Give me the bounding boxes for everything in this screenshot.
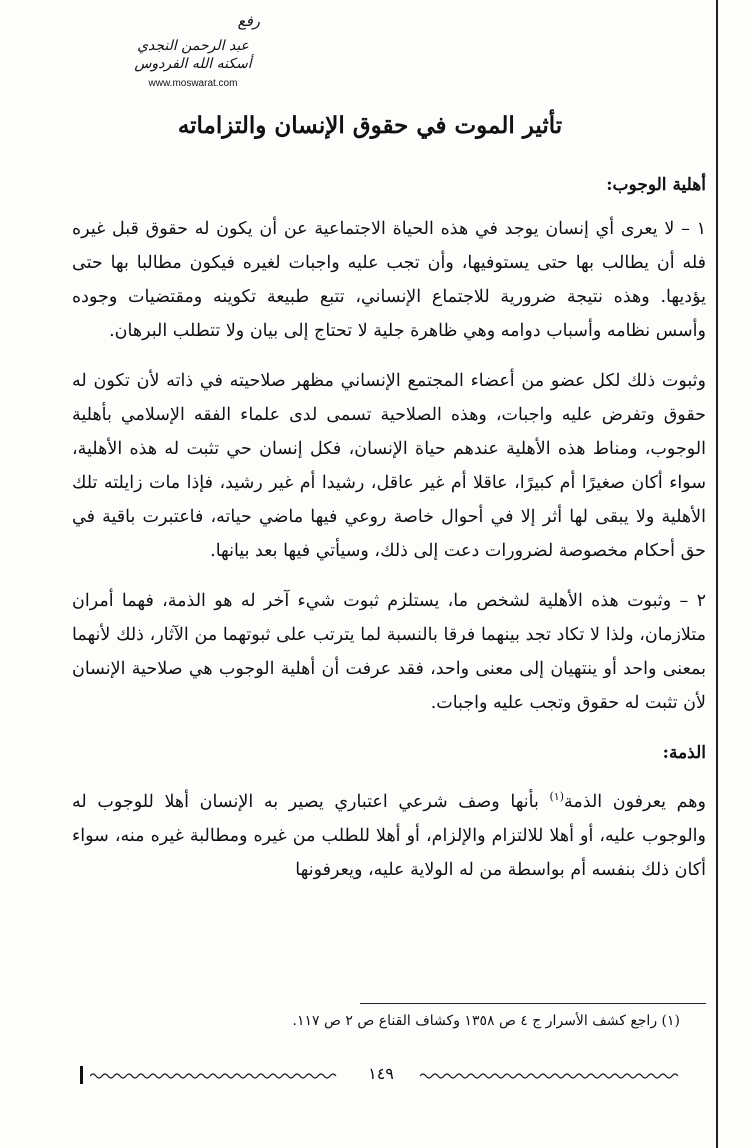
stamp-line-2: عبد الرحمن النجدي (137, 38, 249, 54)
page-number: ١٤٩ (368, 1064, 394, 1083)
page-edge-line (716, 0, 718, 1148)
footnote: (١) راجع كشف الأسرار ج ٤ ص ١٣٥٨ وكشاف القناع ص ٢ ص ١١٧. (292, 1013, 680, 1029)
footer-bar (80, 1066, 83, 1084)
paragraph-4-start: وهم يعرفون الذمة (564, 791, 706, 812)
paragraph-1: ١ – لا يعرى أي إنسان يوجد في هذه الحياة الاجتماعية عن أن يكون له حقوق قبل غيره فله أن يطالب بها حتى يستوفيها، وأن تجب عليه واجبات لغيره فيكون مطالبا بها حتى يؤديها. وهذه نتيجة ضرورية للاجتماع الإنساني، تتبع طبيعة تكوينه ومقتضيات وجوده وأسس نظامه وأسباب دوامه وهي ظاهرة جلية لا تحتاج إلى بيان ولا تتطلب البرهان. (72, 219, 706, 341)
paragraph-3: ٢ – وثبوت هذه الأهلية لشخص ما، يستلزم ثبوت شيء آخر له هو الذمة، فهما أمران متلازمان، ولذا لا تكاد تجد بينهما فرقا بالنسبة لما يترتب على ثبوتهما من الآثار، ذلك لأنهما بمعنى واحد أو ينتهيان إلى معنى واحد، فقد عرفت أن أهلية الوجوب هي صلاحية الإنسان لأن تثبت له حقوق وتجب عليه واجبات. (72, 591, 706, 713)
page-footer (80, 1064, 680, 1086)
section-heading-dhimma: الذمة: (662, 743, 706, 763)
library-stamp (108, 12, 278, 94)
paragraph-4 (72, 780, 706, 887)
footnote-separator (360, 1003, 706, 1004)
stamp-line-3: أسكنه الله الفردوس (134, 56, 252, 72)
paragraph-2: وثبوت ذلك لكل عضو من أعضاء المجتمع الإنساني مظهر صلاحيته في ذاته لأن تكون له حقوق وتفرض عليه واجبات، وهذه الصلاحية تسمى لدى علماء الفقه الإسلامي بأهلية الوجوب، ومناط هذه الأهلية عندهم حياة الإنسان، فكل إنسان حي تثبت له هذه الأهلية، سواء أكان صغيرًا أم كبيرًا، عاقلا أم غير عاقل، رشيدا أم غير رشيد، فإذا مات زايلته تلك الأهلية ولا يبقى لها أثر إلا في أحوال خاصة روعي فيها ماضي حياته، فاعتبرت باقية في حق أحكام مخصوصة لضرورات دعت إلى ذلك، وسيأتي فيها بعد بيانها. (72, 371, 706, 561)
footer-ornament-right (420, 1072, 680, 1080)
stamp-line-1: رفع (237, 12, 260, 30)
footer-ornament-left (90, 1072, 340, 1080)
section-heading-capacity: أهلية الوجوب: (606, 175, 706, 195)
paragraph-4-rest: بأنها وصف شرعي اعتباري يصير به الإنسان أهلا للوجوب له والوجوب عليه، أو أهلا للالتزام والإلزام، أو أهلا للطلب من غيره ومطالبة غيره منه، سواء أكان ذلك بنفسه أم بواسطة من له الولاية عليه، ويعرفونها (72, 791, 706, 880)
stamp-website: www.moswarat.com (148, 78, 238, 89)
footnote-ref[interactable]: (١) (549, 790, 565, 803)
main-text (72, 168, 706, 903)
page-title: تأثير الموت في حقوق الإنسان والتزاماته (177, 112, 563, 139)
